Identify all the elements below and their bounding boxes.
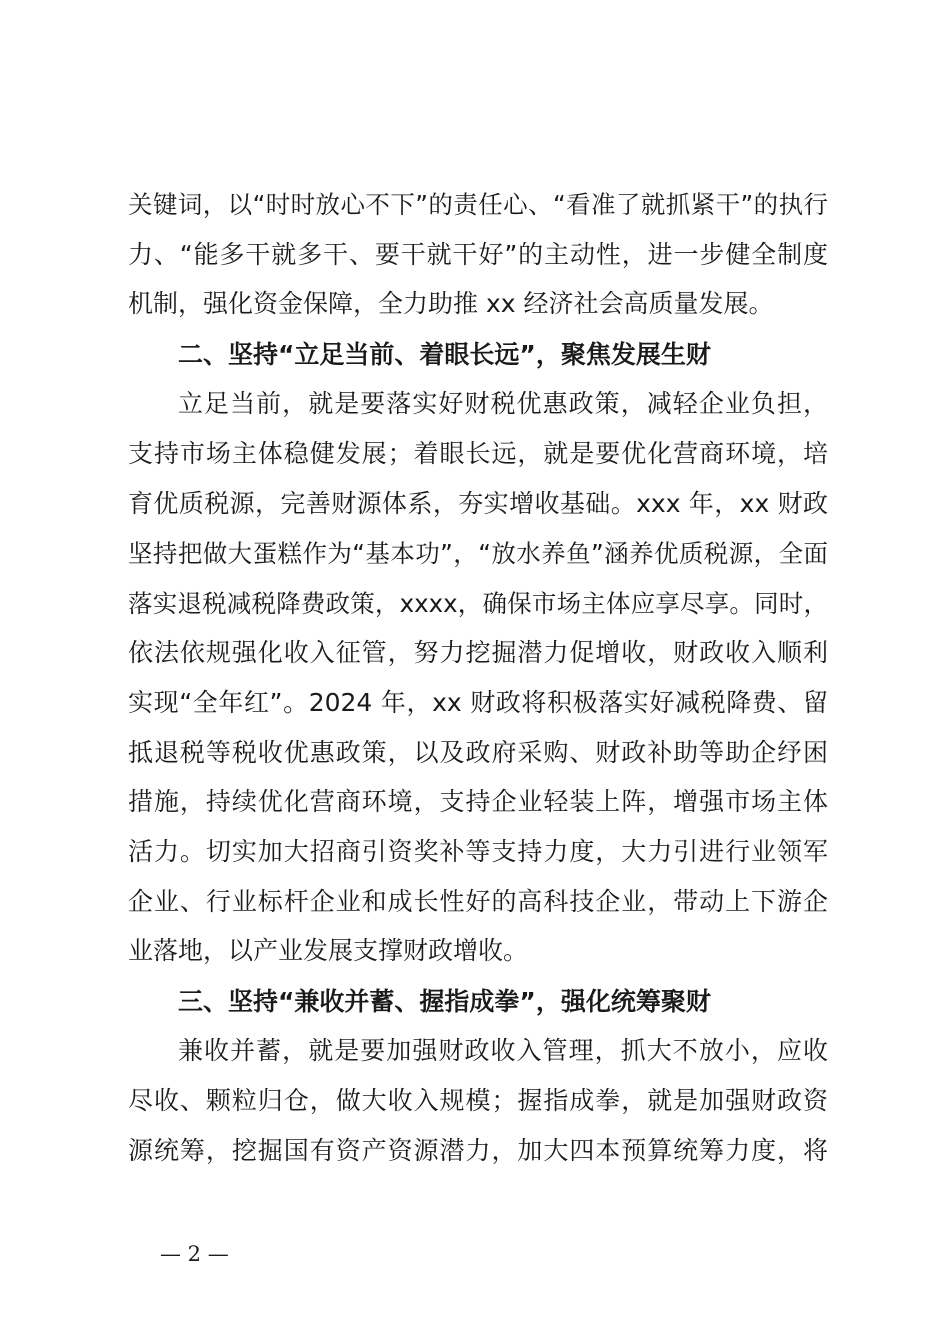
body-text-line: 育优质税源，完善财源体系，夯实增收基础。xxx 年，xx 财政 xyxy=(128,489,828,518)
body-text-line: 坚持把做大蛋糕作为“基本功”，“放水养鱼”涵养优质税源，全面 xyxy=(128,539,828,568)
body-text-line: 力、“能多干就多干、要干就干好”的主动性，进一步健全制度 xyxy=(128,240,828,269)
body-text-line: 立足当前，就是要落实好财税优惠政策，减轻企业负担， xyxy=(178,389,828,418)
body-text-line: 关键词，以“时时放心不下”的责任心、“看准了就抓紧干”的执行 xyxy=(128,190,828,219)
body-text-line: 尽收、颗粒归仓，做大收入规模；握指成拳，就是加强财政资 xyxy=(128,1086,828,1115)
section-heading: 二、坚持“立足当前、着眼长远”，聚焦发展生财 xyxy=(178,340,711,369)
body-text-line: 业落地，以产业发展支撑财政增收。 xyxy=(128,936,529,965)
body-text-line: 机制，强化资金保障，全力助推 xx 经济社会高质量发展。 xyxy=(128,289,774,318)
body-text-line: 措施，持续优化营商环境，支持企业轻装上阵，增强市场主体 xyxy=(128,787,828,816)
body-text-line: 实现“全年红”。2024 年，xx 财政将积极落实好减税降费、留 xyxy=(128,688,828,717)
body-text-line: 源统筹，挖掘国有资产资源潜力，加大四本预算统筹力度，将 xyxy=(128,1136,828,1165)
body-text-line: 活力。切实加大招商引资奖补等支持力度，大力引进行业领军 xyxy=(128,837,828,866)
body-text-line: 支持市场主体稳健发展；着眼长远，就是要优化营商环境，培 xyxy=(128,439,828,468)
section-heading: 三、坚持“兼收并蓄、握指成拳”，强化统筹聚财 xyxy=(178,987,711,1016)
page-number: — 2 — xyxy=(160,1242,229,1266)
body-text-line: 抵退税等税收优惠政策，以及政府采购、财政补助等助企纾困 xyxy=(128,738,828,767)
body-text-line: 企业、行业标杆企业和成长性好的高科技企业，带动上下游企 xyxy=(128,887,828,916)
body-text-line: 兼收并蓄，就是要加强财政收入管理，抓大不放小，应收 xyxy=(178,1036,828,1065)
body-text-line: 依法依规强化收入征管，努力挖掘潜力促增收，财政收入顺利 xyxy=(128,638,828,667)
body-text-line: 落实退税减税降费政策，xxxx，确保市场主体应享尽享。同时， xyxy=(128,589,828,618)
